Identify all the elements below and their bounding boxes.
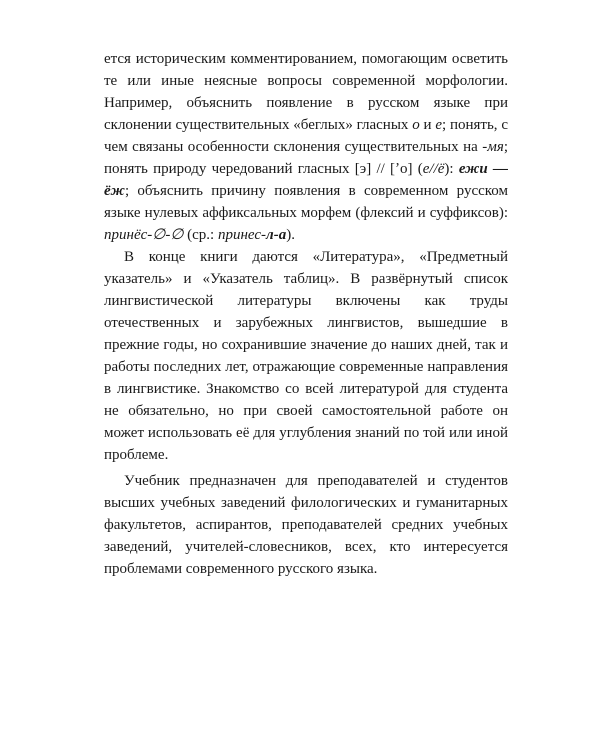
paragraph-historical-commentary: ется историческим комментированием, помогающим осветить те или иные неясные вопросы современной морфологии. Например, объяснить появление в русском языке при склонении существительных «беглых» гласных о и е; понять, с чем связаны особенности склонения существительных на -мя; понять природу чередований гласных [э] // [ʼо] (е//ё): ежи — ёж; объяснить причину появления в современном русском языке нулевых аффиксальных морфем (флексий и суффиксов): принёс-∅-∅ (ср.: принес-л-а). (104, 51, 508, 243)
paragraph-audience: Учебник предназначен для преподавателей и студентов высших учебных заведений филологических и гуманитарных факультетов, аспирантов, преподавателей средних учебных заведений, учителей-словесников, всех, кто интересуется проблемами современного русского языка. (104, 473, 508, 577)
page-body (104, 48, 508, 580)
paragraph-literature: В конце книги даются «Литература», «Предметный указатель» и «Указатель таблиц». В развёрнутый список лингвистической литературы включены как труды отечественных и зарубежных лингвистов, вышедшие в прежние годы, но сохранившие значение до наших дней, так и работы последних лет, отражающие современные направления в лингвистике. Знакомство со всей литературой для студента не обязательно, но при своей самостоятельной работе он может использовать её для углубления знаний по той или иной проблеме. (104, 249, 508, 463)
